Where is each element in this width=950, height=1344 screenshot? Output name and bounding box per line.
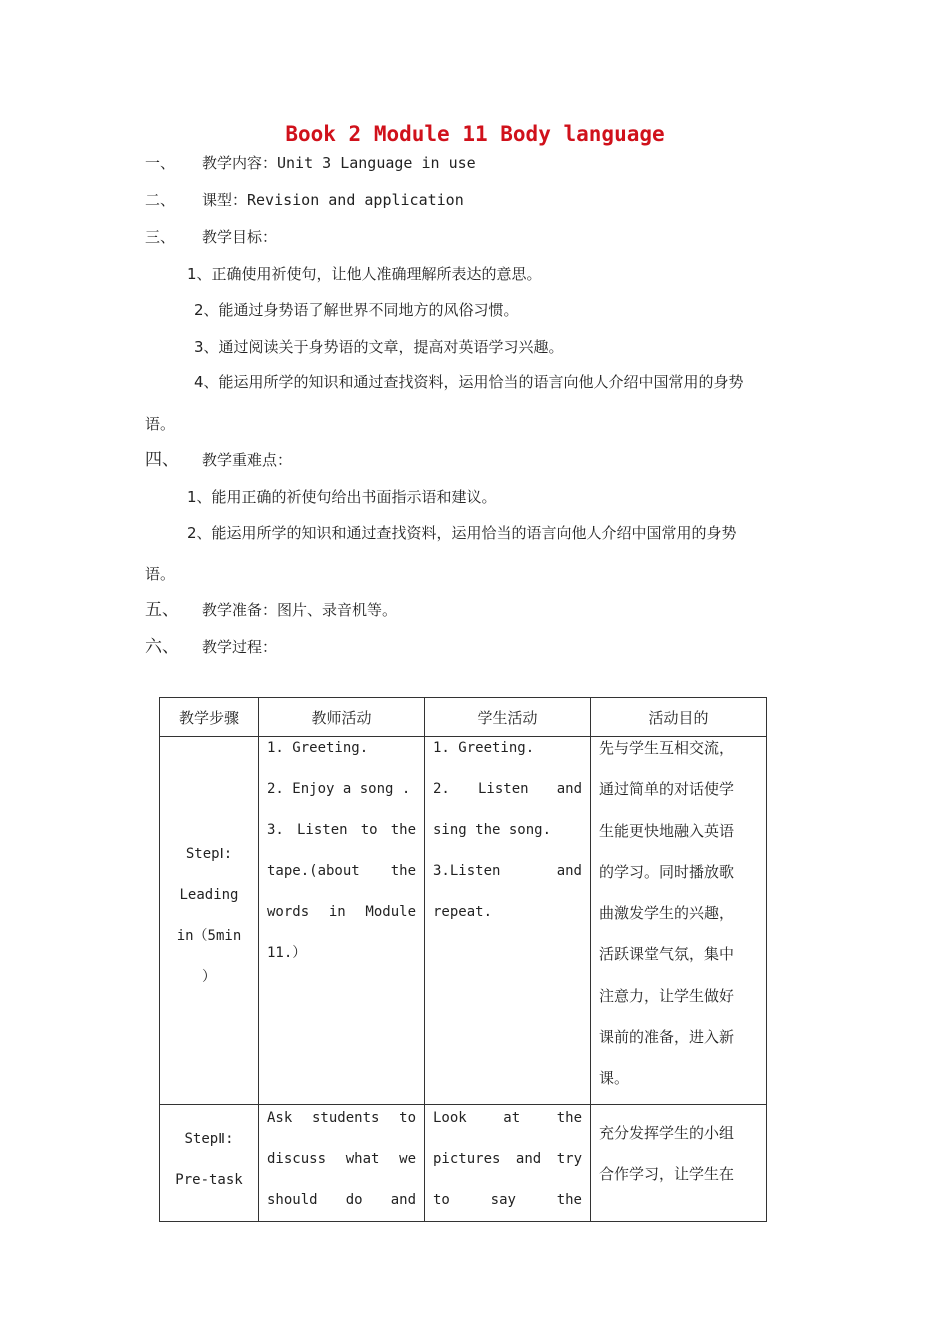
step-line: ） — [202, 968, 216, 985]
header-student-activity: 学生活动 — [425, 698, 591, 737]
section-2 — [145, 190, 464, 210]
purpose-cell — [591, 1105, 767, 1222]
section-text: 教学准备：图片、录音机等。 — [202, 601, 398, 619]
section-1 — [145, 153, 476, 173]
text-line: Look at the — [433, 1110, 582, 1126]
step-line: Pre-task — [175, 1172, 243, 1188]
key-point-item: 1、能用正确的祈使句给出书面指示语和建议。 — [187, 488, 497, 506]
table-row — [160, 1105, 767, 1222]
student-activity-cell — [425, 1105, 591, 1222]
section-number: 二、 — [145, 191, 176, 209]
section-number: 四、 — [145, 450, 179, 470]
text-line: 活跃课堂气氛，集中 — [599, 945, 735, 964]
text-line: tape.(about the — [267, 863, 416, 879]
section-text: 教学目标： — [202, 228, 278, 246]
text-line: 3.Listen and — [433, 863, 582, 879]
table-row — [160, 737, 767, 1105]
text-line: 生能更快地融入英语 — [599, 821, 735, 840]
text-line: 1. Greeting. — [433, 740, 535, 756]
section-3 — [145, 227, 277, 247]
header-purpose: 活动目的 — [591, 698, 767, 737]
teacher-activity-cell — [259, 1105, 425, 1222]
text-line: 3. Listen to the — [267, 822, 416, 838]
text-line: pictures and try — [433, 1151, 582, 1167]
text-line: 曲激发学生的兴趣， — [599, 904, 735, 923]
section-number: 五、 — [145, 600, 179, 620]
objective-item: 2、能通过身势语了解世界不同地方的风俗习惯。 — [194, 301, 519, 319]
step-line: Leading — [179, 886, 239, 903]
text-line: should do and — [267, 1192, 416, 1208]
text-line: 充分发挥学生的小组 — [599, 1124, 735, 1142]
text-line: 先与学生互相交流， — [599, 739, 735, 757]
section-4 — [145, 450, 292, 470]
header-teacher-activity: 教师活动 — [259, 698, 425, 737]
step-line: in（5min — [176, 927, 242, 944]
purpose-cell — [591, 737, 767, 1105]
text-line: sing the song. — [433, 822, 552, 838]
text-line: 1. Greeting. — [267, 740, 369, 756]
teacher-activity-cell — [259, 737, 425, 1105]
step-line: StepⅡ: — [184, 1131, 234, 1147]
objective-item: 1、正确使用祈使句，让他人准确理解所表达的意思。 — [187, 265, 542, 283]
text-line: 课前的准备，进入新 — [599, 1028, 735, 1047]
text-line: discuss what we — [267, 1151, 416, 1167]
text-line: 注意力，让学生做好 — [599, 986, 735, 1005]
section-text: 教学过程： — [202, 638, 278, 656]
section-number: 一、 — [145, 154, 176, 172]
text-line: Ask students to — [267, 1110, 416, 1126]
text-line: repeat. — [433, 904, 493, 920]
text-line: 课。 — [599, 1069, 630, 1088]
step-cell — [160, 737, 259, 1105]
section-number: 六、 — [145, 637, 179, 657]
document-title: Book 2 Module 11 Body language — [285, 122, 665, 146]
step-cell — [160, 1105, 259, 1222]
text-line: words in Module — [267, 904, 416, 920]
objective-item: 4、能运用所学的知识和通过查找资料，运用恰当的语言向他人介绍中国常用的身势 — [194, 373, 744, 391]
objective-item-continued: 语。 — [145, 415, 176, 433]
section-text: 教学重难点： — [202, 451, 293, 469]
text-line: to say the — [433, 1192, 582, 1208]
objective-item: 3、通过阅读关于身势语的文章，提高对英语学习兴趣。 — [194, 338, 564, 356]
header-step: 教学步骤 — [160, 698, 259, 737]
section-text: 教学内容：Unit 3 Language in use — [202, 154, 476, 172]
section-5 — [145, 600, 397, 620]
text-line: 2. Enjoy a song . — [267, 781, 411, 797]
section-text: 课型：Revision and application — [202, 191, 464, 209]
text-line: 合作学习，让学生在 — [599, 1165, 735, 1184]
text-line: 2. Listen and — [433, 781, 582, 797]
text-line: 通过简单的对话使学 — [599, 780, 735, 799]
key-point-item-continued: 语。 — [145, 565, 176, 583]
section-number: 三、 — [145, 228, 176, 246]
step-line: StepⅠ: — [185, 845, 233, 862]
teaching-process-table — [159, 697, 767, 1222]
section-6 — [145, 637, 277, 657]
student-activity-cell — [425, 737, 591, 1105]
text-line: 11.） — [267, 945, 307, 961]
key-point-item: 2、能运用所学的知识和通过查找资料，运用恰当的语言向他人介绍中国常用的身势 — [187, 524, 737, 542]
text-line: 的学习。同时播放歌 — [599, 862, 735, 881]
